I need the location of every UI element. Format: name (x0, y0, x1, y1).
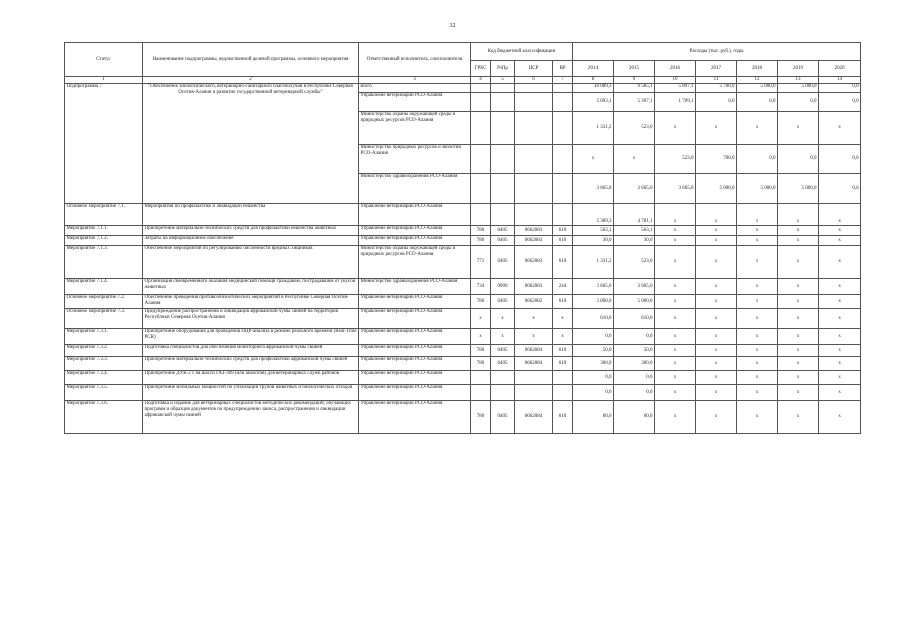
row-code: 780 (471, 236, 491, 246)
row-value: x (696, 371, 737, 385)
row-code (515, 145, 553, 174)
row-code: 771 (471, 246, 491, 279)
row-value: x (778, 226, 819, 236)
row-value: x (696, 309, 737, 329)
row-value: 0,0 (573, 385, 614, 401)
row-value: 610,0 (614, 309, 655, 329)
table-row (65, 204, 861, 226)
row-status: Мероприятие 7.1.3. (65, 246, 143, 279)
row-code: x (515, 329, 553, 345)
row-value: x (819, 401, 861, 434)
row-status: Основное мероприятие 7.3. (65, 309, 143, 329)
row-code: x (471, 309, 491, 329)
row-code: x (515, 309, 553, 329)
row-value: 0,0 (819, 174, 861, 204)
row-code: 0405 (491, 226, 515, 236)
row-name: Приобретение оборудования для проведения ПЦР-анализа в режиме реального времени (Real-Time PCR) (143, 329, 359, 345)
row-value: x (819, 329, 861, 345)
row-code: 0909 (491, 279, 515, 295)
row-value: 5 000,0 (778, 84, 819, 93)
row-name: Подготовка специалистов для обеспечения мониторинга африканской чумы свиней (143, 345, 359, 357)
row-value: x (737, 345, 778, 357)
row-value: 0,0 (737, 145, 778, 174)
row-value: x (696, 357, 737, 371)
row-code: 0662083 (515, 226, 553, 236)
row-code (491, 174, 515, 204)
row-executor: Министерство охраны окружающей среды и природных ресурсов РСО-Алания (359, 246, 471, 279)
row-value: x (655, 112, 696, 145)
row-status: Мероприятие 7.3.5. (65, 385, 143, 401)
table-row (65, 371, 861, 385)
row-code: 0662083 (515, 236, 553, 246)
row-code (471, 204, 491, 226)
row-code (553, 112, 573, 145)
row-status: Подпрограмма 7 (65, 84, 143, 204)
row-value: x (819, 236, 861, 246)
row-value: x (819, 357, 861, 371)
table-row (65, 246, 861, 279)
row-value: 5 700,0 (696, 84, 737, 93)
table-row (65, 295, 861, 309)
page-number: 32 (449, 23, 456, 29)
column-number: 1 (65, 77, 143, 84)
header-code-col: ГРБС (471, 61, 491, 77)
column-number: 6 (515, 77, 553, 84)
row-value: 523,0 (614, 112, 655, 145)
row-code: 780 (471, 226, 491, 236)
header-budget-code: Код бюджетной классификации (471, 43, 573, 61)
row-value: 3 665,0 (614, 174, 655, 204)
row-value: x (655, 204, 696, 226)
row-value: 3 665,0 (573, 174, 614, 204)
row-value: 0,0 (573, 371, 614, 385)
row-code: 610 (553, 345, 573, 357)
row-value: 50,0 (573, 345, 614, 357)
header-status: Статус (65, 43, 143, 77)
row-code (553, 204, 573, 226)
row-value: 4 781,1 (614, 204, 655, 226)
row-value: 700,0 (696, 145, 737, 174)
row-status: Основное мероприятие 7.2. (65, 295, 143, 309)
row-value: x (778, 345, 819, 357)
row-code: x (553, 309, 573, 329)
row-value: 0,0 (573, 329, 614, 345)
row-value: x (696, 385, 737, 401)
row-executor: Министерство здравоохранения РСО-Алания (359, 279, 471, 295)
row-value: x (819, 371, 861, 385)
row-code: 0405 (491, 246, 515, 279)
row-value: x (614, 145, 655, 174)
row-value: x (696, 112, 737, 145)
header-year: 2017 (696, 61, 737, 77)
row-value: 0,0 (614, 385, 655, 401)
row-status: Мероприятие 7.3.4. (65, 371, 143, 385)
row-value: x (696, 246, 737, 279)
row-status: Мероприятие 7.3.1. (65, 329, 143, 345)
row-value: 10 089,3 (573, 84, 614, 93)
row-value: x (778, 236, 819, 246)
row-value: x (655, 401, 696, 434)
row-value: x (737, 246, 778, 279)
row-value: x (655, 295, 696, 309)
row-code: 0662083 (515, 246, 553, 279)
row-value: x (696, 226, 737, 236)
row-executor: Министерство природных ресурсов и экологии РСО-Алания (359, 145, 471, 174)
row-value: 1 331,2 (573, 246, 614, 279)
row-value: x (778, 385, 819, 401)
row-value: x (819, 345, 861, 357)
row-code: 0405 (491, 401, 515, 434)
row-code (491, 93, 515, 112)
row-value: 0,0 (819, 84, 861, 93)
row-executor: Управление ветеринарии РСО-Алания (359, 371, 471, 385)
row-code: 0405 (491, 345, 515, 357)
header-code-col: ЦСР (515, 61, 553, 77)
row-value: x (778, 204, 819, 226)
row-code (515, 385, 553, 401)
row-value: 30,0 (573, 236, 614, 246)
row-value: 5 000,0 (614, 295, 655, 309)
row-value: x (778, 329, 819, 345)
row-code (515, 371, 553, 385)
row-name: Приобретение материально-технических средств для профилактики африканской чумы свиней (143, 357, 359, 371)
row-code: 0662084 (515, 345, 553, 357)
row-code (491, 371, 515, 385)
row-value: x (737, 112, 778, 145)
row-value: 5 000,0 (737, 84, 778, 93)
row-code (471, 93, 491, 112)
table-row (65, 236, 861, 246)
row-value: x (737, 309, 778, 329)
row-value: 3 665,0 (614, 279, 655, 295)
row-code: 0405 (491, 357, 515, 371)
row-value: x (737, 371, 778, 385)
table-row (65, 345, 861, 357)
row-code (515, 204, 553, 226)
row-value: x (655, 357, 696, 371)
row-value: x (778, 309, 819, 329)
column-number: 4 (471, 77, 491, 84)
header-expenses: Расходы (тыс. руб.), годы (573, 43, 861, 61)
row-value: 563,1 (573, 226, 614, 236)
row-code (491, 385, 515, 401)
row-code (553, 93, 573, 112)
row-code: x (491, 309, 515, 329)
row-value: x (737, 236, 778, 246)
row-code (553, 145, 573, 174)
row-value: x (819, 246, 861, 279)
row-code: 610 (553, 295, 573, 309)
row-value: x (737, 357, 778, 371)
row-status: Основное мероприятие 7.1. (65, 204, 143, 226)
row-code: 780 (471, 345, 491, 357)
row-executor: Управление ветеринарии РСО-Алания (359, 401, 471, 434)
table-row (65, 357, 861, 371)
row-status: Мероприятие 7.3.2. (65, 345, 143, 357)
row-value: 0,0 (778, 93, 819, 112)
row-code: x (553, 329, 573, 345)
row-value: x (737, 401, 778, 434)
column-number: 10 (655, 77, 696, 84)
row-value: x (819, 295, 861, 309)
table-row (65, 309, 861, 329)
row-code (515, 84, 553, 93)
row-value: 5 093,1 (573, 93, 614, 112)
row-code (491, 112, 515, 145)
row-code (515, 93, 553, 112)
row-value: x (778, 246, 819, 279)
row-executor: Управление ветеринарии РСО-Алания (359, 329, 471, 345)
row-executor: Управление ветеринарии РСО-Алания (359, 357, 471, 371)
row-value: 60,0 (614, 401, 655, 434)
row-code (471, 112, 491, 145)
row-value: x (655, 246, 696, 279)
row-value: 563,1 (614, 226, 655, 236)
row-value: x (819, 226, 861, 236)
row-value: 0,0 (614, 329, 655, 345)
row-code: 244 (553, 279, 573, 295)
row-value: 3 665,0 (573, 279, 614, 295)
row-code (471, 371, 491, 385)
row-name: Приобретение ДУК-2 с на шасси ГАЗ-309 (или аналогов) для ветеринарных служб районов (143, 371, 359, 385)
row-code: 0405 (491, 236, 515, 246)
row-code (553, 371, 573, 385)
row-name: Приобретение материально-технических средств для профилактики бешенства животных (143, 226, 359, 236)
row-value: x (696, 204, 737, 226)
row-value: 5 397,1 (614, 93, 655, 112)
row-name: Организация своевременного оказания медицинской помощи гражданам, пострадавшим от укусов животных (143, 279, 359, 295)
row-code: 0662082 (515, 295, 553, 309)
header-year: 2018 (737, 61, 778, 77)
row-status: Мероприятие 7.1.1. (65, 226, 143, 236)
row-value: x (655, 309, 696, 329)
row-code: 0662083 (515, 279, 553, 295)
row-value: x (696, 236, 737, 246)
row-value: x (737, 385, 778, 401)
row-code: 610 (553, 236, 573, 246)
column-number: 7 (553, 77, 573, 84)
row-status: Мероприятие 7.3.6. (65, 401, 143, 434)
row-value: 0,0 (819, 93, 861, 112)
row-code: 780 (471, 401, 491, 434)
row-value: x (778, 357, 819, 371)
row-status: Мероприятие 7.3.3. (65, 357, 143, 371)
row-code: 610 (553, 357, 573, 371)
column-number: 14 (819, 77, 861, 84)
row-value: 3 665,0 (655, 174, 696, 204)
row-value: 5 000,0 (737, 174, 778, 204)
header-year: 2016 (655, 61, 696, 77)
column-number: 2 (143, 77, 359, 84)
row-name: Подготовка и издание для ветеринарных специалистов методических рекомендаций, обучающих программ и образцов документов по предупреждению заноса, распространения и ликвидации африканской чумы свиней (143, 401, 359, 434)
row-value: x (737, 226, 778, 236)
row-name: Предупреждение распространения и ликвидация африканской чумы свиней на территории Республики Северная Осетия-Алания (143, 309, 359, 329)
row-code (471, 385, 491, 401)
row-name: Мероприятия по профилактике и ликвидации бешенства (143, 204, 359, 226)
row-executor: Управление ветеринарии РСО-Алания (359, 385, 471, 401)
row-value: 5 389,3 (573, 204, 614, 226)
row-value: x (819, 309, 861, 329)
row-code: 610 (553, 401, 573, 434)
row-value: x (819, 204, 861, 226)
row-value: 5 897,1 (655, 84, 696, 93)
row-name: Обеспечение проведения противоэпизоотических мероприятий в Республике Северная Осетия-Алания (143, 295, 359, 309)
table-row (65, 226, 861, 236)
row-executor: Управление ветеринарии РСО-Алания (359, 309, 471, 329)
header-code-col: ВР (553, 61, 573, 77)
row-value: x (655, 226, 696, 236)
row-value: 0,0 (819, 145, 861, 174)
row-code: 0662084 (515, 401, 553, 434)
row-name: Приобретение мобильных мощностей по утилизации трупов животных и биологических отходов (143, 385, 359, 401)
row-code: 780 (471, 295, 491, 309)
row-code: 0662084 (515, 357, 553, 371)
row-code (553, 84, 573, 93)
row-value: 0,0 (696, 93, 737, 112)
row-name: Затраты на информационное обеспечение (143, 236, 359, 246)
row-code (491, 204, 515, 226)
row-value: x (819, 385, 861, 401)
header-year: 2014 (573, 61, 614, 77)
row-value: x (737, 204, 778, 226)
row-value: 5 000,0 (696, 174, 737, 204)
row-value: 1 709,1 (655, 93, 696, 112)
row-value: 1 331,2 (573, 112, 614, 145)
row-code: 610 (553, 226, 573, 236)
row-executor: Управление ветеринарии РСО-Алания (359, 295, 471, 309)
column-number: 3 (359, 77, 471, 84)
row-value: x (696, 329, 737, 345)
row-value: 0,0 (737, 93, 778, 112)
row-value: x (696, 345, 737, 357)
row-value: x (655, 236, 696, 246)
row-name: Обеспечение мероприятий по регулированию численности вредных хищников (143, 246, 359, 279)
header-code-col: РзПр (491, 61, 515, 77)
row-value: x (696, 401, 737, 434)
table-row (65, 279, 861, 295)
row-value: 523,0 (614, 246, 655, 279)
row-value: x (778, 112, 819, 145)
row-value: x (655, 345, 696, 357)
row-code (491, 145, 515, 174)
row-code (515, 112, 553, 145)
row-status: Мероприятие 7.1.4. (65, 279, 143, 295)
row-executor: Министерство здравоохранения РСО-Алания (359, 174, 471, 204)
row-value: x (573, 145, 614, 174)
row-value: x (737, 295, 778, 309)
column-number: 5 (491, 77, 515, 84)
budget-table (64, 42, 861, 434)
header-year: 2019 (778, 61, 819, 77)
subprogram-row (65, 84, 861, 93)
column-number: 9 (614, 77, 655, 84)
row-code: 0405 (491, 295, 515, 309)
row-code (471, 84, 491, 93)
row-value: x (655, 371, 696, 385)
row-executor: Управление ветеринарии РСО-Алания (359, 204, 471, 226)
row-name: "Обеспечение эпизоотического, ветеринарно-санитарного благополучия в Республике Северная Осетия-Алания и развитие государственной ветеринарной службы" (143, 84, 359, 204)
row-value: x (696, 279, 737, 295)
row-value: 9 585,1 (614, 84, 655, 93)
row-executor: всего (359, 84, 471, 93)
row-value: x (655, 279, 696, 295)
row-value: 300,0 (614, 357, 655, 371)
row-value: 50,0 (614, 345, 655, 357)
header-year: 2015 (614, 61, 655, 77)
row-code (471, 174, 491, 204)
row-value: x (696, 295, 737, 309)
column-number: 13 (778, 77, 819, 84)
row-value: 5 000,0 (778, 174, 819, 204)
row-code: 610 (553, 246, 573, 279)
row-code (471, 145, 491, 174)
row-executor: Управление ветеринарии РСО-Алания (359, 236, 471, 246)
table-row (65, 329, 861, 345)
row-value: x (737, 279, 778, 295)
row-value: x (819, 112, 861, 145)
row-executor: Министерство охраны окружающей среды и природных ресурсов РСО-Алания (359, 112, 471, 145)
row-value: 30,0 (614, 236, 655, 246)
row-executor: Управление ветеринарии РСО-Алания (359, 345, 471, 357)
row-value: x (778, 401, 819, 434)
row-value: x (737, 329, 778, 345)
row-value: x (819, 279, 861, 295)
row-code (553, 174, 573, 204)
column-number: 12 (737, 77, 778, 84)
row-value: x (655, 385, 696, 401)
column-number: 8 (573, 77, 614, 84)
row-value: 3 890,0 (573, 295, 614, 309)
row-value: 300,0 (573, 357, 614, 371)
row-code: 734 (471, 279, 491, 295)
row-code: x (471, 329, 491, 345)
row-code: 780 (471, 357, 491, 371)
table-row (65, 401, 861, 434)
row-code (491, 84, 515, 93)
header-name: Наименование подпрограммы, ведомственной целевой программы, основного мероприятия (143, 43, 359, 77)
table-row (65, 385, 861, 401)
row-executor: Управление ветеринарии РСО-Алания (359, 93, 471, 112)
row-value: 610,0 (573, 309, 614, 329)
row-status: Мероприятие 7.1.2. (65, 236, 143, 246)
row-executor: Управление ветеринарии РСО-Алания (359, 226, 471, 236)
row-value: x (778, 295, 819, 309)
row-code (515, 174, 553, 204)
row-value: x (778, 279, 819, 295)
row-value: 0,0 (778, 145, 819, 174)
row-value: 0,0 (614, 371, 655, 385)
row-value: 60,0 (573, 401, 614, 434)
row-code: x (491, 329, 515, 345)
row-value: x (655, 329, 696, 345)
header-executor: Ответственный исполнитель, соисполнители (359, 43, 471, 77)
header-year: 2020 (819, 61, 861, 77)
row-value: x (778, 371, 819, 385)
row-code (553, 385, 573, 401)
column-number: 11 (696, 77, 737, 84)
row-value: 523,0 (655, 145, 696, 174)
